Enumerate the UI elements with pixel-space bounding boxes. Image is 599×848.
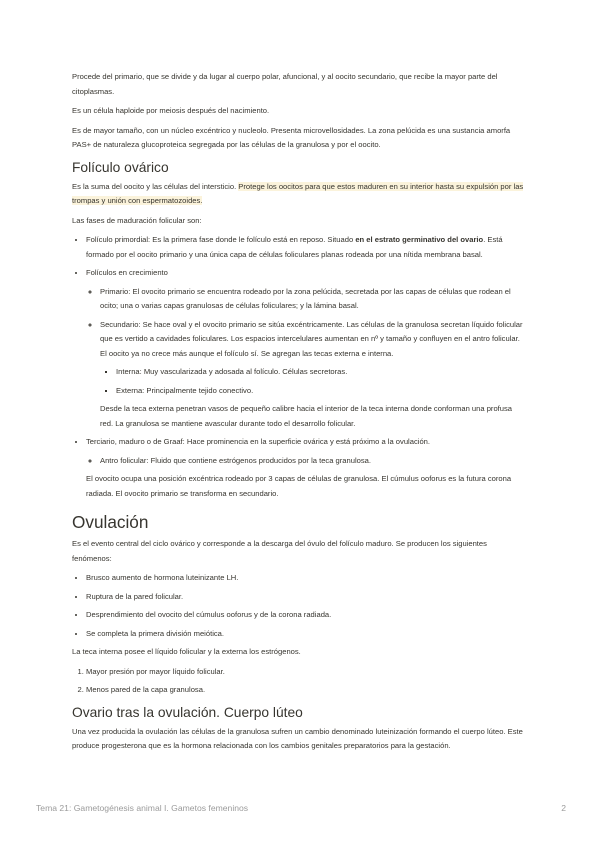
crecimiento-sublist	[86, 285, 527, 432]
paragraph-haploide: Es un célula haploide por meiosis después del nacimiento.	[72, 106, 270, 115]
paragraph-teca: Desde la teca externa penetran vasos de pequeño calibre hacia el interior de la teca interna donde conforman una profusa red. La granulosa se mantiene avascular durante todo el desarrollo folicular.	[100, 404, 513, 428]
list-item: • Brusco aumento de hormona luteinizante LH.	[86, 571, 527, 586]
list-item: 2. Menos pared de la capa granulosa.	[86, 683, 527, 698]
crecimiento-label: Folículos en crecimiento	[86, 268, 168, 277]
heading-ovulacion: Ovulación	[72, 512, 149, 532]
list-item-secundario	[100, 318, 527, 432]
paragraph-foliculo-intro	[72, 180, 527, 209]
secundario-text: Secundario: Se hace oval y el ovocito primario se sitúa excéntricamente. Las células de la granulosa secretan líquido folicular que es vertido a cavidades foliculares. Los espacios intercelulares aumentan en nº y tamaño y confluyen en el antro folicular. El oocito ya no crece más aunque el folículo sí. Se agregan las tecas externa e interna.	[100, 319, 523, 358]
highlighted-text: Protege los oocitos para que estos maduren en su interior hasta su expulsión por las trompas y unión con espermatozoides.	[72, 181, 524, 205]
footer-title: Tema 21: Gametogénesis animal I. Gametos femeninos	[36, 803, 249, 813]
list-item-antro: ◦ Antro folicular: Fluido que contiene estrógenos producidos por la teca granulosa.	[100, 454, 527, 469]
paragraph-fases: Las fases de maduración folicular son:	[72, 215, 202, 225]
paragraph-cuerpo-luteo: Una vez producida la ovulación las células de la granulosa sufren un cambio denominado luteinización formando el cuerpo lúteo. Este produce progesterona que es la hormona relacionada con los cambios genitales preparatorios para la gestación.	[72, 726, 523, 750]
paragraph-zona-pelucida: Es de mayor tamaño, con un núcleo excéntrico y nucleolo. Presenta microvellosidades. La zona pelúcida es una sustancia amorfa PAS+ de naturaleza glucoproteica segregada por las células de la granulosa y por el oocito.	[72, 125, 511, 149]
terciario-sublist	[86, 454, 527, 469]
foliculo-intro-text: Es la suma del oocito y las células del intersticio.	[72, 181, 239, 191]
list-item: • Ruptura de la pared folicular.	[86, 590, 527, 605]
bold-estrato-germinativo: en el estrato germinativo del ovario	[355, 235, 484, 244]
list-item-primordial	[86, 233, 527, 262]
list-item-terciario	[86, 435, 527, 501]
primordial-text-end: . Está formado por el oocito primario y una única capa de células foliculares planas rodeada por una nítida membrana basal.	[86, 235, 503, 259]
list-item: 1. Mayor presión por mayor líquido folicular.	[86, 665, 527, 680]
list-item: • Se completa la primera división meiótica.	[86, 627, 527, 642]
paragraph-ovulacion-intro: Es el evento central del ciclo ovárico y corresponde a la descarga del óvulo del folículo maduro. Se producen los siguientes fenómenos:	[72, 539, 487, 563]
heading-cuerpo-luteo: Ovario tras la ovulación. Cuerpo lúteo	[72, 704, 303, 720]
terciario-text: Terciario, maduro o de Graaf: Hace prominencia en la superficie ovárica y está próximo a la ovulación.	[86, 437, 430, 446]
heading-foliculo-ovarico: Folículo ovárico	[72, 159, 169, 175]
fases-list	[72, 233, 527, 501]
list-item-interna: ▪ Interna: Muy vascularizada y adosada al folículo. Células secretoras.	[116, 365, 527, 380]
list-item-externa: ▪ Externa: Principalmente tejido conectivo.	[116, 384, 527, 399]
page-footer	[36, 803, 566, 813]
ovulacion-ordered-list	[72, 665, 527, 698]
paragraph-teca-interna: La teca interna posee el líquido folicular y la externa los estrógenos.	[72, 647, 301, 656]
page-content	[72, 70, 527, 759]
list-item-primario: ◦ Primario: El ovocito primario se encuentra rodeado por la zona pelúcida, secretada por las capas de células que rodean el ocito; una o varias capas granulosas de células foliculares; y la lámina basal.	[100, 285, 527, 314]
list-item: • Desprendimiento del ovocito del cúmulus ooforus y de la corona radiada.	[86, 608, 527, 623]
paragraph-terciario: El ovocito ocupa una posición excéntrica rodeado por 3 capas de células de granulosa. El cúmulus ooforus es la futura corona radiada. El ovocito primario se transforma en secundario.	[86, 474, 512, 498]
tecas-sublist	[100, 365, 527, 398]
list-item-crecimiento	[86, 266, 527, 431]
paragraph-oocito-secundario: Procede del primario, que se divide y da lugar al cuerpo polar, afuncional, y al oocito secundario, que recibe la mayor parte del citoplasmas.	[72, 72, 498, 96]
page-number: 2	[561, 803, 566, 813]
primordial-text: Folículo primordial: Es la primera fase donde le folículo está en reposo. Situado	[86, 235, 356, 244]
ovulacion-list	[72, 571, 527, 641]
